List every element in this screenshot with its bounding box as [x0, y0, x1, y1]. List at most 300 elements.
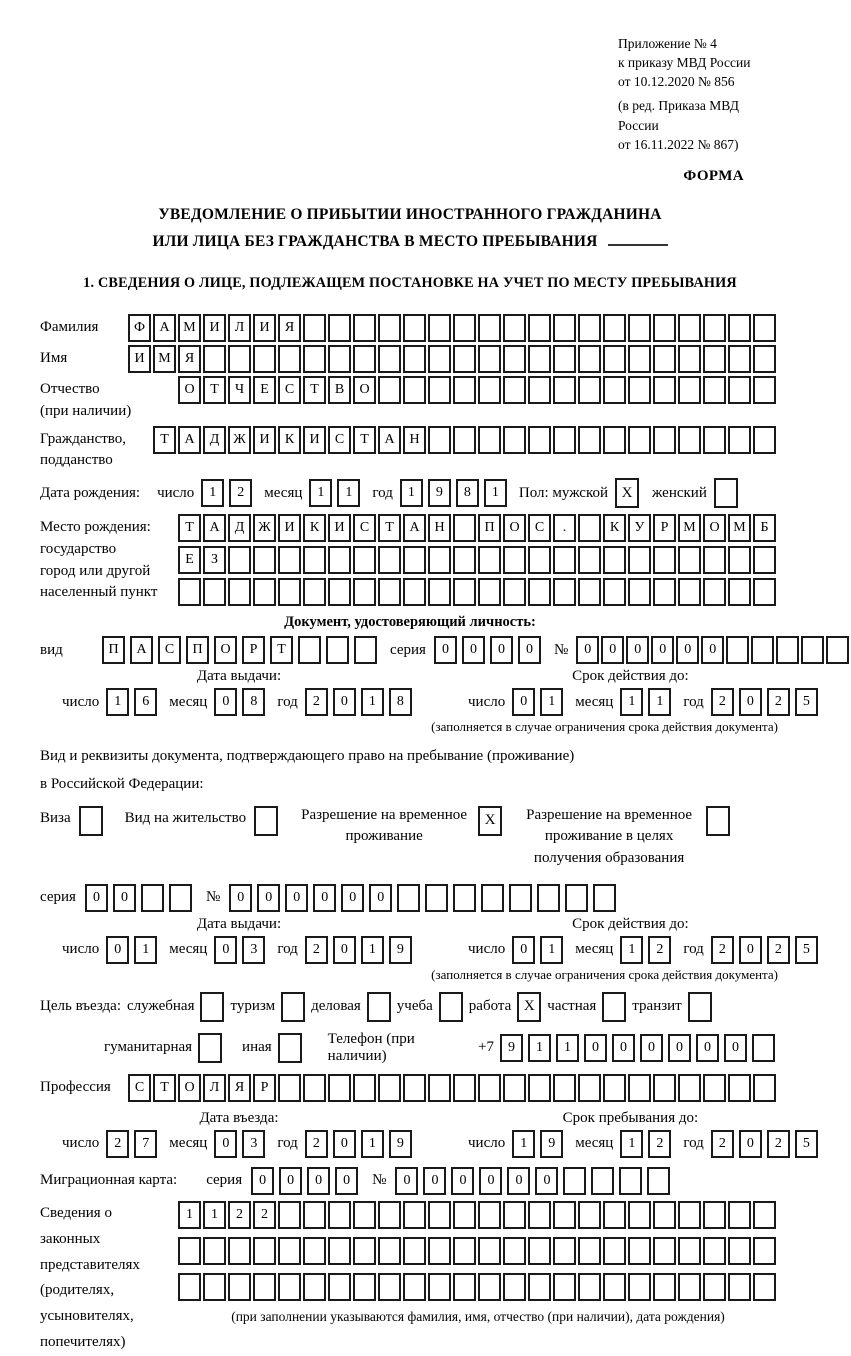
char-cell[interactable] — [728, 1201, 751, 1229]
char-cell[interactable]: А — [378, 426, 401, 454]
char-cell[interactable] — [528, 1074, 551, 1102]
char-cell[interactable]: А — [153, 314, 176, 342]
char-cell[interactable] — [653, 314, 676, 342]
char-cell[interactable] — [653, 426, 676, 454]
purpose-tourism-checkbox[interactable] — [281, 992, 305, 1022]
char-cell[interactable]: 9 — [540, 1130, 563, 1158]
char-cell[interactable] — [328, 578, 351, 606]
char-cell[interactable] — [453, 884, 476, 912]
char-cell[interactable]: И — [253, 314, 276, 342]
char-cell[interactable] — [203, 1273, 226, 1301]
char-cell[interactable]: 1 — [134, 936, 157, 964]
char-cell[interactable] — [328, 345, 351, 373]
char-cell[interactable]: 1 — [361, 936, 384, 964]
char-cell[interactable] — [403, 546, 426, 574]
char-cell[interactable] — [578, 314, 601, 342]
char-cell[interactable] — [203, 1237, 226, 1265]
char-cell[interactable] — [703, 1201, 726, 1229]
char-cell[interactable]: Е — [178, 546, 201, 574]
char-cell[interactable] — [628, 1074, 651, 1102]
char-cell[interactable] — [728, 376, 751, 404]
char-cell[interactable] — [703, 578, 726, 606]
char-cell[interactable] — [578, 1237, 601, 1265]
char-cell[interactable] — [753, 345, 776, 373]
char-cell[interactable]: 8 — [456, 479, 479, 507]
char-cell[interactable] — [578, 426, 601, 454]
char-cell[interactable]: 3 — [242, 1130, 265, 1158]
purpose-transit-checkbox[interactable] — [688, 992, 712, 1022]
char-cell[interactable] — [453, 345, 476, 373]
purpose-official-checkbox[interactable] — [200, 992, 224, 1022]
char-cell[interactable]: 0 — [451, 1167, 474, 1195]
char-cell[interactable]: 2 — [229, 479, 252, 507]
char-cell[interactable] — [303, 314, 326, 342]
char-cell[interactable] — [478, 1201, 501, 1229]
char-cell[interactable] — [453, 314, 476, 342]
char-cell[interactable] — [403, 376, 426, 404]
char-cell[interactable] — [528, 426, 551, 454]
char-cell[interactable]: Т — [178, 514, 201, 542]
char-cell[interactable] — [228, 546, 251, 574]
char-cell[interactable]: 0 — [640, 1034, 663, 1062]
char-cell[interactable]: 5 — [795, 936, 818, 964]
char-cell[interactable] — [578, 514, 601, 542]
char-cell[interactable] — [253, 578, 276, 606]
char-cell[interactable] — [752, 1034, 775, 1062]
char-cell[interactable]: 1 — [540, 936, 563, 964]
char-cell[interactable]: И — [128, 345, 151, 373]
char-cell[interactable]: Т — [270, 636, 293, 664]
char-cell[interactable] — [553, 578, 576, 606]
char-cell[interactable] — [378, 345, 401, 373]
char-cell[interactable]: 0 — [333, 688, 356, 716]
char-cell[interactable] — [141, 884, 164, 912]
char-cell[interactable] — [453, 546, 476, 574]
char-cell[interactable]: 5 — [795, 1130, 818, 1158]
char-cell[interactable]: 0 — [423, 1167, 446, 1195]
visa-checkbox[interactable] — [79, 806, 103, 836]
char-cell[interactable] — [628, 546, 651, 574]
char-cell[interactable] — [678, 1201, 701, 1229]
char-cell[interactable] — [378, 578, 401, 606]
char-cell[interactable] — [328, 1201, 351, 1229]
char-cell[interactable]: 9 — [500, 1034, 523, 1062]
char-cell[interactable] — [593, 884, 616, 912]
char-cell[interactable] — [647, 1167, 670, 1195]
char-cell[interactable] — [478, 546, 501, 574]
char-cell[interactable] — [453, 426, 476, 454]
char-cell[interactable]: 1 — [540, 688, 563, 716]
char-cell[interactable] — [703, 1074, 726, 1102]
char-cell[interactable] — [253, 345, 276, 373]
char-cell[interactable] — [628, 376, 651, 404]
char-cell[interactable] — [228, 1237, 251, 1265]
char-cell[interactable]: 1 — [178, 1201, 201, 1229]
char-cell[interactable]: 2 — [305, 1130, 328, 1158]
char-cell[interactable] — [278, 1273, 301, 1301]
char-cell[interactable] — [628, 1201, 651, 1229]
char-cell[interactable] — [378, 546, 401, 574]
char-cell[interactable] — [591, 1167, 614, 1195]
char-cell[interactable] — [703, 426, 726, 454]
char-cell[interactable]: 0 — [85, 884, 108, 912]
char-cell[interactable]: 0 — [335, 1167, 358, 1195]
char-cell[interactable] — [728, 578, 751, 606]
char-cell[interactable] — [403, 345, 426, 373]
char-cell[interactable] — [453, 376, 476, 404]
purpose-study-checkbox[interactable] — [439, 992, 463, 1022]
char-cell[interactable]: М — [728, 514, 751, 542]
char-cell[interactable]: 1 — [620, 688, 643, 716]
char-cell[interactable]: З — [203, 546, 226, 574]
char-cell[interactable] — [353, 345, 376, 373]
char-cell[interactable] — [653, 1074, 676, 1102]
char-cell[interactable]: 0 — [106, 936, 129, 964]
char-cell[interactable]: 5 — [795, 688, 818, 716]
char-cell[interactable]: Т — [203, 376, 226, 404]
char-cell[interactable] — [453, 1074, 476, 1102]
char-cell[interactable]: Я — [228, 1074, 251, 1102]
char-cell[interactable]: 0 — [739, 936, 762, 964]
char-cell[interactable] — [428, 376, 451, 404]
char-cell[interactable] — [653, 1273, 676, 1301]
char-cell[interactable]: 1 — [648, 688, 671, 716]
char-cell[interactable]: 1 — [528, 1034, 551, 1062]
char-cell[interactable] — [378, 1201, 401, 1229]
char-cell[interactable]: Т — [378, 514, 401, 542]
char-cell[interactable] — [678, 546, 701, 574]
char-cell[interactable] — [453, 514, 476, 542]
char-cell[interactable] — [826, 636, 849, 664]
char-cell[interactable] — [425, 884, 448, 912]
purpose-work-checkbox[interactable]: X — [517, 992, 541, 1022]
char-cell[interactable] — [703, 376, 726, 404]
char-cell[interactable] — [653, 345, 676, 373]
char-cell[interactable] — [678, 1237, 701, 1265]
char-cell[interactable]: 0 — [479, 1167, 502, 1195]
char-cell[interactable]: 2 — [711, 1130, 734, 1158]
char-cell[interactable]: Е — [253, 376, 276, 404]
char-cell[interactable] — [353, 546, 376, 574]
char-cell[interactable]: 0 — [214, 1130, 237, 1158]
char-cell[interactable]: И — [253, 426, 276, 454]
char-cell[interactable]: С — [353, 514, 376, 542]
char-cell[interactable]: Р — [253, 1074, 276, 1102]
char-cell[interactable]: 1 — [484, 479, 507, 507]
char-cell[interactable] — [628, 426, 651, 454]
char-cell[interactable] — [801, 636, 824, 664]
char-cell[interactable] — [428, 426, 451, 454]
char-cell[interactable]: П — [102, 636, 125, 664]
char-cell[interactable] — [478, 376, 501, 404]
char-cell[interactable] — [553, 345, 576, 373]
char-cell[interactable] — [678, 1074, 701, 1102]
char-cell[interactable] — [503, 1273, 526, 1301]
char-cell[interactable] — [553, 426, 576, 454]
char-cell[interactable]: О — [703, 514, 726, 542]
char-cell[interactable]: У — [628, 514, 651, 542]
char-cell[interactable]: М — [678, 514, 701, 542]
char-cell[interactable]: 9 — [389, 936, 412, 964]
char-cell[interactable]: 0 — [251, 1167, 274, 1195]
char-cell[interactable]: 1 — [309, 479, 332, 507]
char-cell[interactable]: 8 — [389, 688, 412, 716]
char-cell[interactable] — [478, 345, 501, 373]
char-cell[interactable]: А — [130, 636, 153, 664]
char-cell[interactable] — [178, 1237, 201, 1265]
char-cell[interactable] — [169, 884, 192, 912]
char-cell[interactable] — [353, 314, 376, 342]
char-cell[interactable] — [478, 1074, 501, 1102]
char-cell[interactable]: Р — [653, 514, 676, 542]
char-cell[interactable] — [753, 578, 776, 606]
char-cell[interactable] — [565, 884, 588, 912]
char-cell[interactable]: 0 — [668, 1034, 691, 1062]
char-cell[interactable]: Т — [153, 426, 176, 454]
char-cell[interactable] — [253, 1273, 276, 1301]
char-cell[interactable] — [503, 546, 526, 574]
char-cell[interactable] — [303, 1273, 326, 1301]
char-cell[interactable]: Б — [753, 514, 776, 542]
char-cell[interactable] — [553, 546, 576, 574]
char-cell[interactable] — [428, 578, 451, 606]
char-cell[interactable] — [303, 546, 326, 574]
char-cell[interactable] — [378, 376, 401, 404]
char-cell[interactable] — [303, 1201, 326, 1229]
char-cell[interactable]: 0 — [214, 688, 237, 716]
char-cell[interactable]: 0 — [724, 1034, 747, 1062]
char-cell[interactable] — [653, 1201, 676, 1229]
temp-residence-education-checkbox[interactable] — [706, 806, 730, 836]
char-cell[interactable]: И — [328, 514, 351, 542]
char-cell[interactable] — [453, 578, 476, 606]
char-cell[interactable]: 7 — [134, 1130, 157, 1158]
char-cell[interactable] — [428, 314, 451, 342]
char-cell[interactable] — [776, 636, 799, 664]
char-cell[interactable] — [397, 884, 420, 912]
char-cell[interactable]: 0 — [434, 636, 457, 664]
char-cell[interactable]: С — [158, 636, 181, 664]
char-cell[interactable]: С — [528, 514, 551, 542]
char-cell[interactable] — [578, 546, 601, 574]
char-cell[interactable] — [578, 1201, 601, 1229]
char-cell[interactable]: П — [478, 514, 501, 542]
char-cell[interactable] — [553, 1074, 576, 1102]
char-cell[interactable] — [628, 1273, 651, 1301]
char-cell[interactable] — [326, 636, 349, 664]
char-cell[interactable] — [553, 376, 576, 404]
char-cell[interactable] — [728, 345, 751, 373]
char-cell[interactable] — [528, 578, 551, 606]
char-cell[interactable]: 0 — [257, 884, 280, 912]
char-cell[interactable] — [678, 345, 701, 373]
char-cell[interactable]: 9 — [389, 1130, 412, 1158]
char-cell[interactable] — [653, 376, 676, 404]
char-cell[interactable] — [528, 1273, 551, 1301]
char-cell[interactable] — [603, 1201, 626, 1229]
char-cell[interactable]: 0 — [285, 884, 308, 912]
purpose-private-checkbox[interactable] — [602, 992, 626, 1022]
char-cell[interactable] — [278, 1201, 301, 1229]
char-cell[interactable]: Ж — [228, 426, 251, 454]
char-cell[interactable] — [353, 578, 376, 606]
char-cell[interactable] — [303, 1237, 326, 1265]
char-cell[interactable] — [428, 1237, 451, 1265]
char-cell[interactable]: 0 — [696, 1034, 719, 1062]
char-cell[interactable] — [528, 1201, 551, 1229]
char-cell[interactable]: О — [178, 1074, 201, 1102]
char-cell[interactable] — [603, 376, 626, 404]
char-cell[interactable] — [753, 1237, 776, 1265]
char-cell[interactable] — [603, 1074, 626, 1102]
char-cell[interactable] — [578, 376, 601, 404]
char-cell[interactable] — [503, 345, 526, 373]
char-cell[interactable] — [628, 578, 651, 606]
char-cell[interactable]: О — [353, 376, 376, 404]
char-cell[interactable]: Ж — [253, 514, 276, 542]
char-cell[interactable]: 0 — [113, 884, 136, 912]
char-cell[interactable] — [403, 314, 426, 342]
char-cell[interactable] — [528, 1237, 551, 1265]
char-cell[interactable]: 0 — [313, 884, 336, 912]
char-cell[interactable]: А — [178, 426, 201, 454]
char-cell[interactable] — [228, 578, 251, 606]
char-cell[interactable]: 2 — [711, 688, 734, 716]
char-cell[interactable] — [603, 345, 626, 373]
char-cell[interactable]: И — [278, 514, 301, 542]
char-cell[interactable]: С — [328, 426, 351, 454]
char-cell[interactable] — [403, 578, 426, 606]
char-cell[interactable] — [428, 1201, 451, 1229]
char-cell[interactable] — [678, 1273, 701, 1301]
char-cell[interactable] — [703, 314, 726, 342]
char-cell[interactable] — [753, 426, 776, 454]
char-cell[interactable] — [303, 345, 326, 373]
char-cell[interactable] — [728, 1273, 751, 1301]
char-cell[interactable]: Ч — [228, 376, 251, 404]
char-cell[interactable] — [603, 1237, 626, 1265]
char-cell[interactable]: Н — [428, 514, 451, 542]
char-cell[interactable]: К — [603, 514, 626, 542]
char-cell[interactable] — [503, 1237, 526, 1265]
char-cell[interactable]: 2 — [767, 1130, 790, 1158]
char-cell[interactable] — [403, 1273, 426, 1301]
char-cell[interactable] — [537, 884, 560, 912]
char-cell[interactable] — [653, 578, 676, 606]
char-cell[interactable]: К — [278, 426, 301, 454]
char-cell[interactable] — [553, 1273, 576, 1301]
char-cell[interactable]: П — [186, 636, 209, 664]
char-cell[interactable]: 1 — [337, 479, 360, 507]
char-cell[interactable]: Д — [228, 514, 251, 542]
char-cell[interactable] — [478, 426, 501, 454]
char-cell[interactable] — [678, 314, 701, 342]
char-cell[interactable]: 0 — [701, 636, 724, 664]
char-cell[interactable] — [503, 314, 526, 342]
char-cell[interactable] — [753, 1074, 776, 1102]
char-cell[interactable] — [453, 1273, 476, 1301]
char-cell[interactable]: 0 — [369, 884, 392, 912]
char-cell[interactable]: Т — [303, 376, 326, 404]
char-cell[interactable]: 1 — [203, 1201, 226, 1229]
char-cell[interactable] — [328, 546, 351, 574]
char-cell[interactable]: 2 — [648, 1130, 671, 1158]
char-cell[interactable] — [328, 314, 351, 342]
char-cell[interactable] — [578, 1273, 601, 1301]
char-cell[interactable] — [726, 636, 749, 664]
char-cell[interactable] — [728, 426, 751, 454]
char-cell[interactable] — [253, 546, 276, 574]
char-cell[interactable]: . — [553, 514, 576, 542]
char-cell[interactable]: 0 — [512, 688, 535, 716]
char-cell[interactable]: 1 — [620, 1130, 643, 1158]
char-cell[interactable]: 0 — [507, 1167, 530, 1195]
char-cell[interactable]: 2 — [767, 936, 790, 964]
char-cell[interactable] — [753, 546, 776, 574]
char-cell[interactable]: 0 — [229, 884, 252, 912]
char-cell[interactable]: 2 — [106, 1130, 129, 1158]
char-cell[interactable] — [703, 1273, 726, 1301]
char-cell[interactable] — [553, 1237, 576, 1265]
char-cell[interactable]: 0 — [307, 1167, 330, 1195]
char-cell[interactable] — [619, 1167, 642, 1195]
char-cell[interactable] — [203, 345, 226, 373]
char-cell[interactable] — [603, 578, 626, 606]
char-cell[interactable] — [328, 1273, 351, 1301]
char-cell[interactable] — [528, 376, 551, 404]
char-cell[interactable] — [203, 578, 226, 606]
char-cell[interactable]: А — [203, 514, 226, 542]
char-cell[interactable] — [278, 345, 301, 373]
char-cell[interactable]: 0 — [512, 936, 535, 964]
char-cell[interactable]: 2 — [305, 936, 328, 964]
char-cell[interactable] — [478, 578, 501, 606]
char-cell[interactable] — [728, 1237, 751, 1265]
char-cell[interactable] — [478, 1237, 501, 1265]
char-cell[interactable]: Ф — [128, 314, 151, 342]
char-cell[interactable]: М — [153, 345, 176, 373]
char-cell[interactable]: О — [178, 376, 201, 404]
char-cell[interactable] — [753, 1201, 776, 1229]
char-cell[interactable] — [728, 314, 751, 342]
char-cell[interactable] — [503, 578, 526, 606]
char-cell[interactable] — [678, 578, 701, 606]
char-cell[interactable]: Р — [242, 636, 265, 664]
char-cell[interactable] — [303, 1074, 326, 1102]
char-cell[interactable] — [353, 1074, 376, 1102]
char-cell[interactable]: 0 — [651, 636, 674, 664]
char-cell[interactable]: С — [128, 1074, 151, 1102]
char-cell[interactable]: 1 — [201, 479, 224, 507]
char-cell[interactable] — [678, 376, 701, 404]
char-cell[interactable]: О — [503, 514, 526, 542]
char-cell[interactable] — [503, 1074, 526, 1102]
char-cell[interactable]: 2 — [253, 1201, 276, 1229]
char-cell[interactable] — [578, 578, 601, 606]
char-cell[interactable] — [428, 1074, 451, 1102]
char-cell[interactable] — [578, 1074, 601, 1102]
char-cell[interactable] — [553, 1201, 576, 1229]
char-cell[interactable]: 1 — [400, 479, 423, 507]
char-cell[interactable] — [628, 345, 651, 373]
char-cell[interactable]: Н — [403, 426, 426, 454]
char-cell[interactable]: 8 — [242, 688, 265, 716]
char-cell[interactable]: М — [178, 314, 201, 342]
char-cell[interactable]: 0 — [462, 636, 485, 664]
char-cell[interactable] — [428, 1273, 451, 1301]
char-cell[interactable] — [603, 546, 626, 574]
temp-residence-checkbox[interactable]: X — [478, 806, 502, 836]
